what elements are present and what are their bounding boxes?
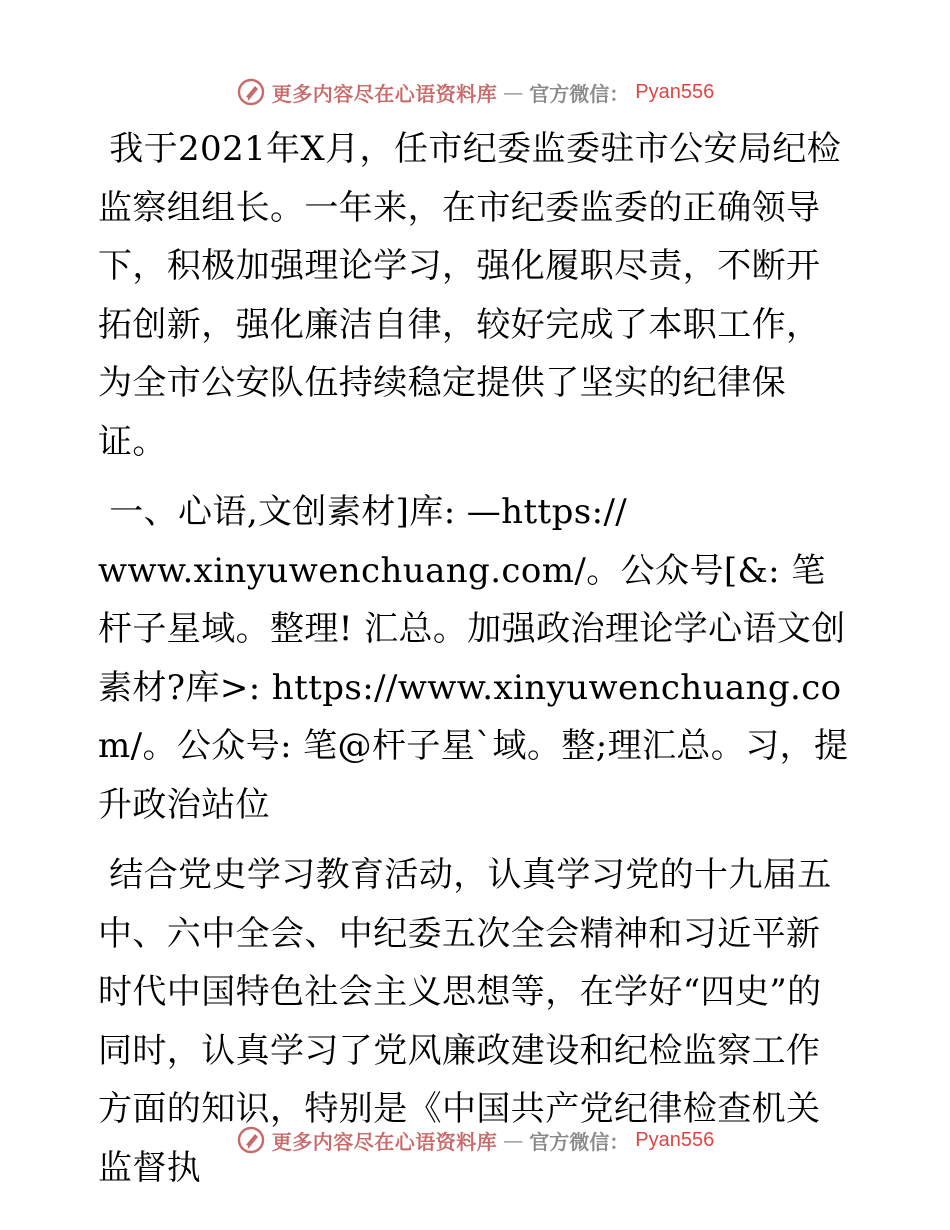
footer-watermark (0, 1118, 950, 1162)
pen-logo-icon (236, 1125, 266, 1155)
banner-wechat-id: Pyan556 (635, 80, 715, 103)
paragraph-section-one: 一、心语,文创素材]库: —https:// www.xinyuwenchuang.com/。公众号[&: 笔杆子星域。整理! 汇总。加强政治理论学心语文创素材?库>: https://www.xinyuwenchuang.com/。公众号: 笔@杆子星`域。整;理汇总。习，提升政治站位 (98, 492, 849, 825)
banner-separator: — (503, 80, 524, 104)
header-watermark (0, 70, 950, 114)
banner-text: 更多内容尽在心语资料库 (271, 1129, 498, 1154)
banner-wechat-label: 官方微信： (529, 1129, 630, 1154)
banner-separator: — (503, 1128, 524, 1152)
document-body (98, 120, 850, 1209)
pen-logo-icon (236, 77, 266, 107)
banner-wechat-label: 官方微信： (529, 81, 630, 106)
banner-wechat-id: Pyan556 (635, 1128, 715, 1151)
banner-text: 更多内容尽在心语资料库 (271, 81, 498, 106)
paragraph-study: 结合党史学习教育活动，认真学习党的十九届五中、六中全会、中纪委五次全会精神和习近平新时代中国特色社会主义思想等，在学好“四史”的同时，认真学习了党风廉政建设和纪检监察工作方面的知识，特别是《中国共产党纪律检查机关监督执 (98, 855, 832, 1188)
paragraph-intro: 我于2021年X月，任市纪委监委驻市公安局纪检监察组组长。一年来，在市纪委监委的正确领导下，积极加强理论学习，强化履职尽责，不断开拓创新，强化廉洁自律，较好完成了本职工作，为全市公安队伍持续稳定提供了坚实的纪律保证。 (98, 129, 842, 462)
